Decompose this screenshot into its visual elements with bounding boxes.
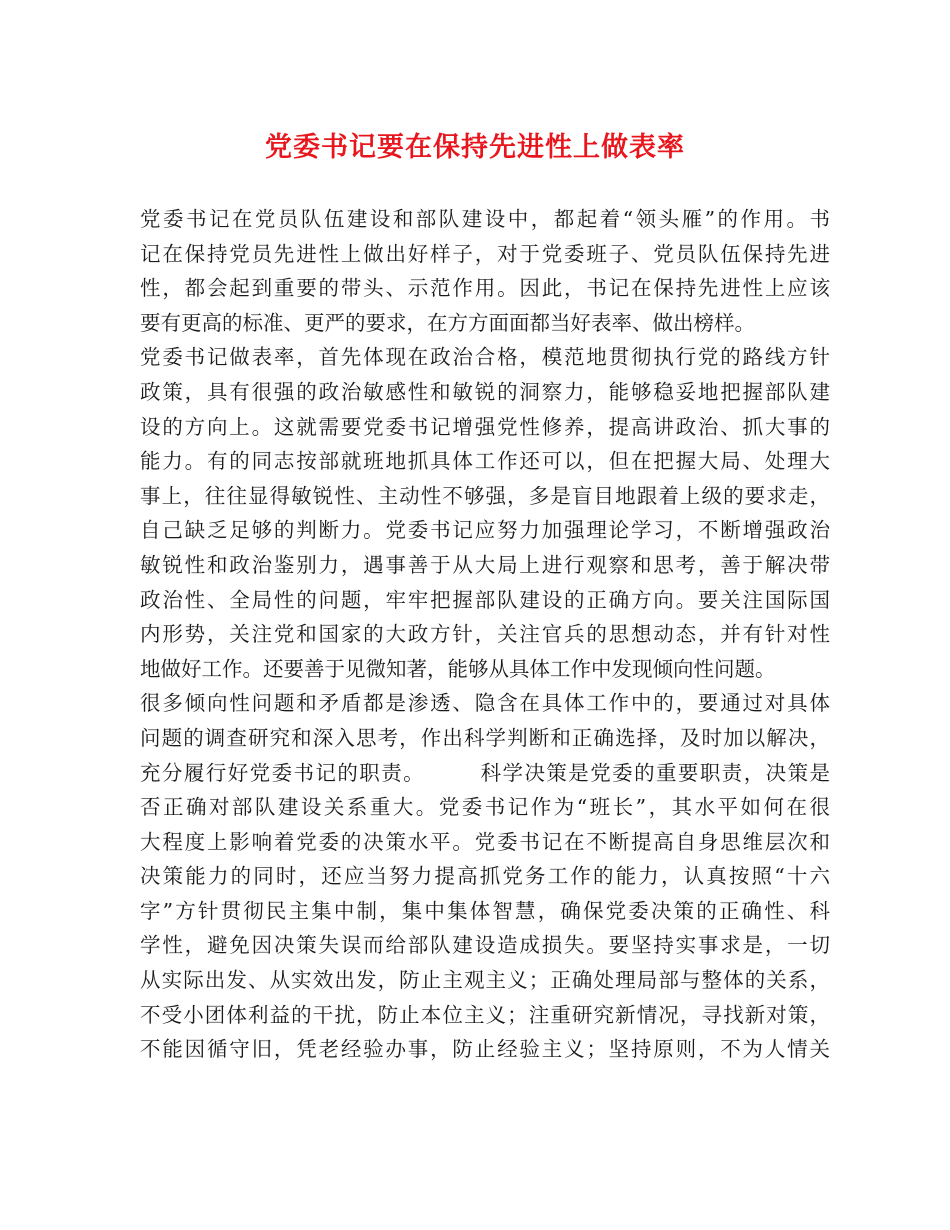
body-line: 地做好工作。还要善于见微知著，能够从具体工作中发现倾向性问题。 — [140, 656, 776, 681]
document-title: 党委书记要在保持先进性上做表率 — [265, 132, 685, 163]
body-line: 党委书记做表率，首先体现在政治合格，模范地贯彻执行党的路线方针 — [140, 345, 830, 370]
body-line: 政策，具有很强的政治敏感性和敏锐的洞察力，能够稳妥地把握部队建 — [140, 379, 830, 404]
body-line: 充分履行好党委书记的职责。 科学决策是党委的重要职责，决策是 — [140, 760, 830, 785]
body-line: 字”方针贯彻民主集中制，集中集体智慧，确保党委决策的正确性、科 — [140, 898, 830, 923]
body-line: 不能因循守旧，凭老经验办事，防止经验主义；坚持原则，不为人情关 — [140, 1037, 830, 1062]
body-line: 能力。有的同志按部就班地抓具体工作还可以，但在把握大局、处理大 — [140, 449, 830, 474]
body-line: 政治性、全局性的问题，牢牢把握部队建设的正确方向。要关注国际国 — [140, 587, 830, 612]
body-line: 事上，往往显得敏锐性、主动性不够强，多是盲目地跟着上级的要求走， — [140, 483, 830, 508]
document-body — [140, 202, 830, 1067]
body-line: 不受小团体利益的干扰，防止本位主义；注重研究新情况，寻找新对策， — [140, 1002, 830, 1027]
body-line: 问题的调查研究和深入思考，作出科学判断和正确选择，及时加以解决， — [140, 725, 830, 750]
body-line: 内形势，关注党和国家的大政方针，关注官兵的思想动态，并有针对性 — [140, 622, 830, 647]
body-line: 自己缺乏足够的判断力。党委书记应努力加强理论学习，不断增强政治 — [140, 518, 830, 543]
body-line: 否正确对部队建设关系重大。党委书记作为“班长”，其水平如何在很 — [140, 795, 830, 820]
body-line: 设的方向上。这就需要党委书记增强党性修养，提高讲政治、抓大事的 — [140, 414, 830, 439]
body-line: 记在保持党员先进性上做出好样子，对于党委班子、党员队伍保持先进 — [140, 241, 830, 266]
body-line: 大程度上影响着党委的决策水平。党委书记在不断提高自身思维层次和 — [140, 829, 830, 854]
body-line: 学性，避免因决策失误而给部队建设造成损失。要坚持实事求是，一切 — [140, 933, 830, 958]
body-line: 党委书记在党员队伍建设和部队建设中，都起着“领头雁”的作用。书 — [140, 207, 830, 231]
body-line: 要有更高的标准、更严的要求，在方方面面都当好表率、做出榜样。 — [140, 310, 755, 335]
body-line: 决策能力的同时，还应当努力提高抓党务工作的能力，认真按照“十六 — [140, 864, 830, 889]
body-line: 从实际出发、从实效出发，防止主观主义；正确处理局部与整体的关系， — [140, 968, 830, 993]
body-line: 性，都会起到重要的带头、示范作用。因此，书记在保持先进性上应该 — [140, 276, 830, 301]
body-line: 敏锐性和政治鉴别力，遇事善于从大局上进行观察和思考，善于解决带 — [140, 552, 830, 577]
body-line: 很多倾向性问题和矛盾都是渗透、隐含在具体工作中的，要通过对具体 — [140, 691, 830, 716]
